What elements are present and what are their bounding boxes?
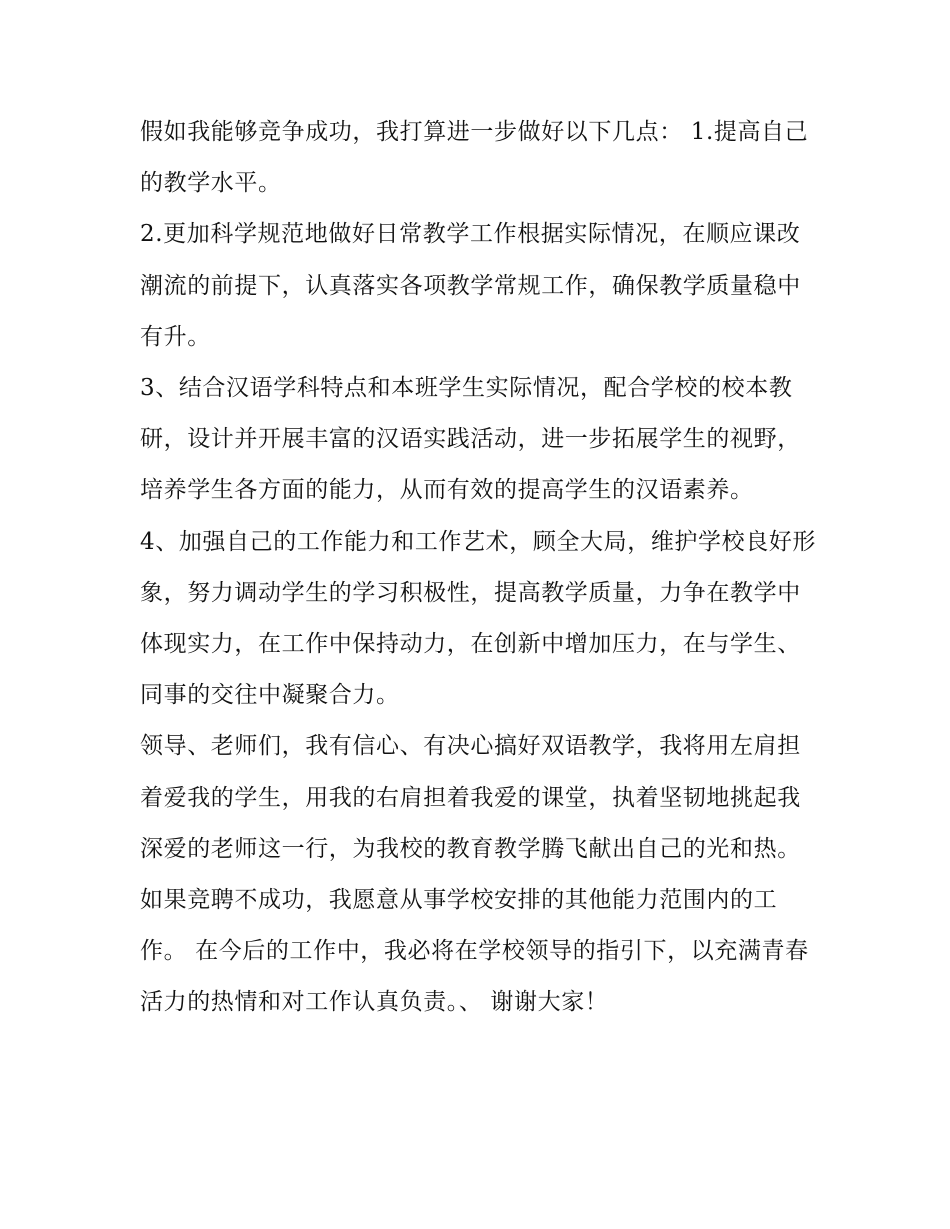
paragraph-plan-intro: 假如我能够竞争成功，我打算进一步做好以下几点： 1.提高自己的教学水平。 [140,119,809,197]
document-body [140,107,820,1029]
paragraph-point-3: 3、结合汉语学科特点和本班学生实际情况，配合学校的校本教研，设计并开展丰富的汉语实践活动，进一步拓展学生的视野，培养学生各方面的能力，从而有效的提高学生的汉语素养。 [140,375,801,504]
paragraph-point-4: 4、加强自己的工作能力和工作艺术，顾全大局，维护学校良好形象，努力调动学生的学习积极性，提高教学质量，力争在教学中体现实力，在工作中保持动力，在创新中增加压力，在与学生、同事的交往中凝聚合力。 [140,528,817,709]
paragraph-closing: 如果竞聘不成功，我愿意从事学校安排的其他能力范围内的工作。 在今后的工作中，我必将在学校领导的指引下，以充满青春活力的热情和对工作认真负责。、 谢谢大家！ [140,887,809,1016]
paragraph-point-2: 2.更加科学规范地做好日常教学工作根据实际情况，在顺应课改潮流的前提下，认真落实各项教学常规工作，确保教学质量稳中有升。 [140,221,801,350]
paragraph-commitment: 领导、老师们，我有信心、有决心搞好双语教学，我将用左肩担着爱我的学生，用我的右肩担着我爱的课堂，执着坚韧地挑起我深爱的老师这一行，为我校的教育教学腾飞献出自己的光和热。 [140,733,801,862]
